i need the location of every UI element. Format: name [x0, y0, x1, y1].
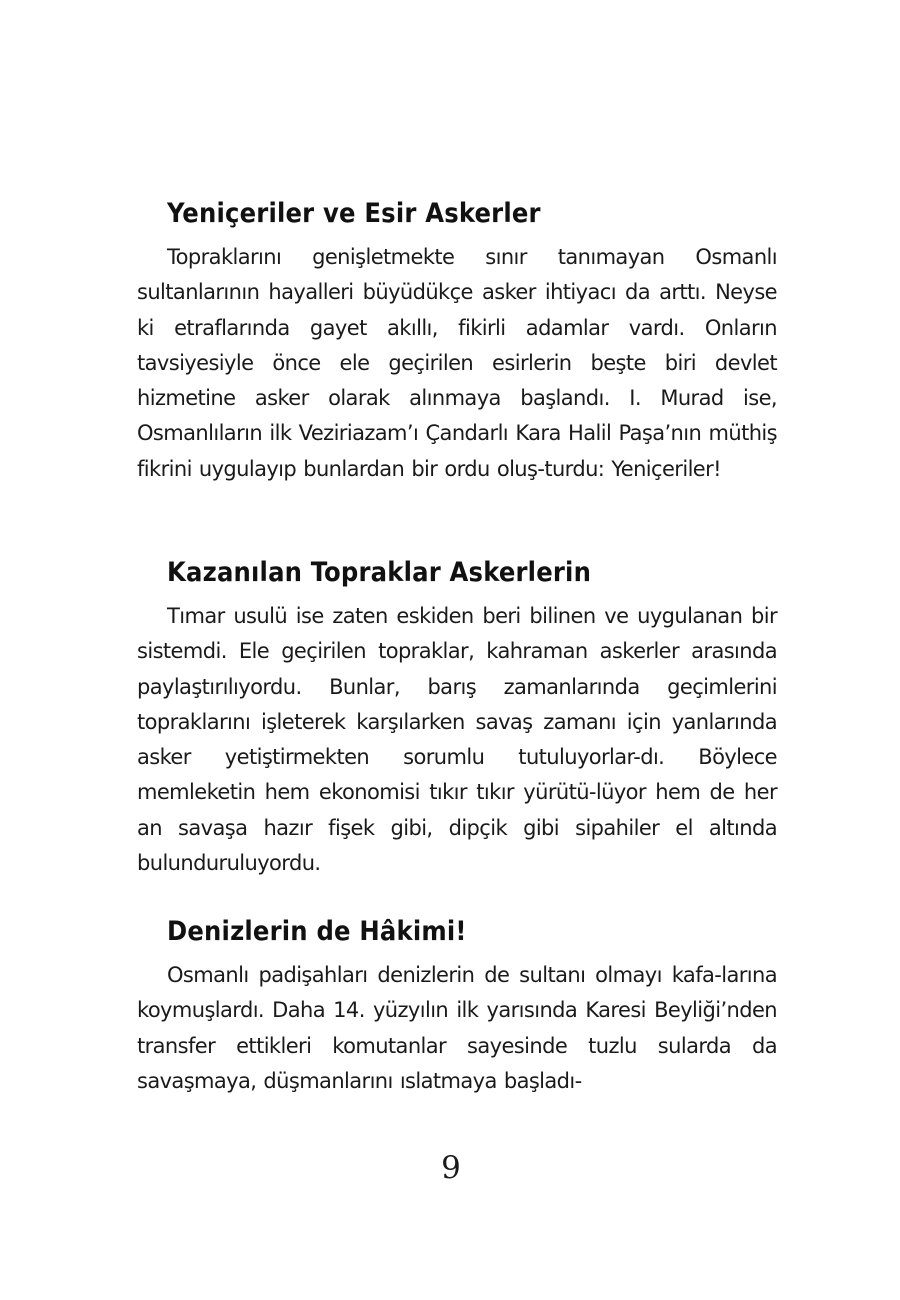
section-paragraph: Tımar usulü ise zaten eskiden beri bilinen ve uygulanan bir sistemdi. Ele geçirilen topraklar, kahraman askerler arasında paylaştırılıyordu. Bunlar, barış zamanlarında geçimlerini topraklarını işleterek karşılarken savaş zamanı için yanlarında asker yetiştirmekten sorumlu tutuluyorlar-dı. Böylece memleketin hem ekonomisi tıkır tıkır yürütü-lüyor hem de her an savaşa hazır fişek gibi, dipçik gibi sipahiler el altında bulunduruluyordu.	[137, 604, 777, 876]
page-number	[0, 1148, 900, 1188]
section-heading: Kazanılan Topraklar Askerlerin	[167, 557, 592, 588]
section-heading: Yeniçeriler ve Esir Askerler	[167, 198, 541, 229]
section-conquered-lands	[137, 555, 777, 881]
section-paragraph: Osmanlı padişahları denizlerin de sultanı olmayı kafa-larına koymuşlardı. Daha 14. yüzyılın ilk yarısında Karesi Beyliği’nden transfer ettikleri komutanlar sayesinde tuzlu sularda da savaşmaya, düşmanlarını ıslatmaya başladı-	[137, 963, 777, 1093]
section-paragraph: Topraklarını genişletmekte sınır tanımayan Osmanlı sultanlarının hayalleri büyüdükçe asker ihtiyacı da arttı. Neyse ki etraflarında gayet akıllı, fikirli adamlar vardı. Onların tavsiyesiyle önce ele geçirilen esirlerin beşte biri devlet hizmetine asker olarak alınmaya başlandı. I. Murad ise, Osmanlıların ilk Veziriazam’ı Çandarlı Kara Halil Paşa’nın müthiş fikrini uygulayıp bunlardan bir ordu oluş-turdu: Yeniçeriler!	[137, 245, 777, 481]
section-sea-dominance	[137, 914, 777, 1099]
section-heading: Denizlerin de Hâkimi!	[167, 916, 467, 947]
page-number-text: 9	[441, 1150, 461, 1186]
section-janissaries	[137, 196, 777, 487]
